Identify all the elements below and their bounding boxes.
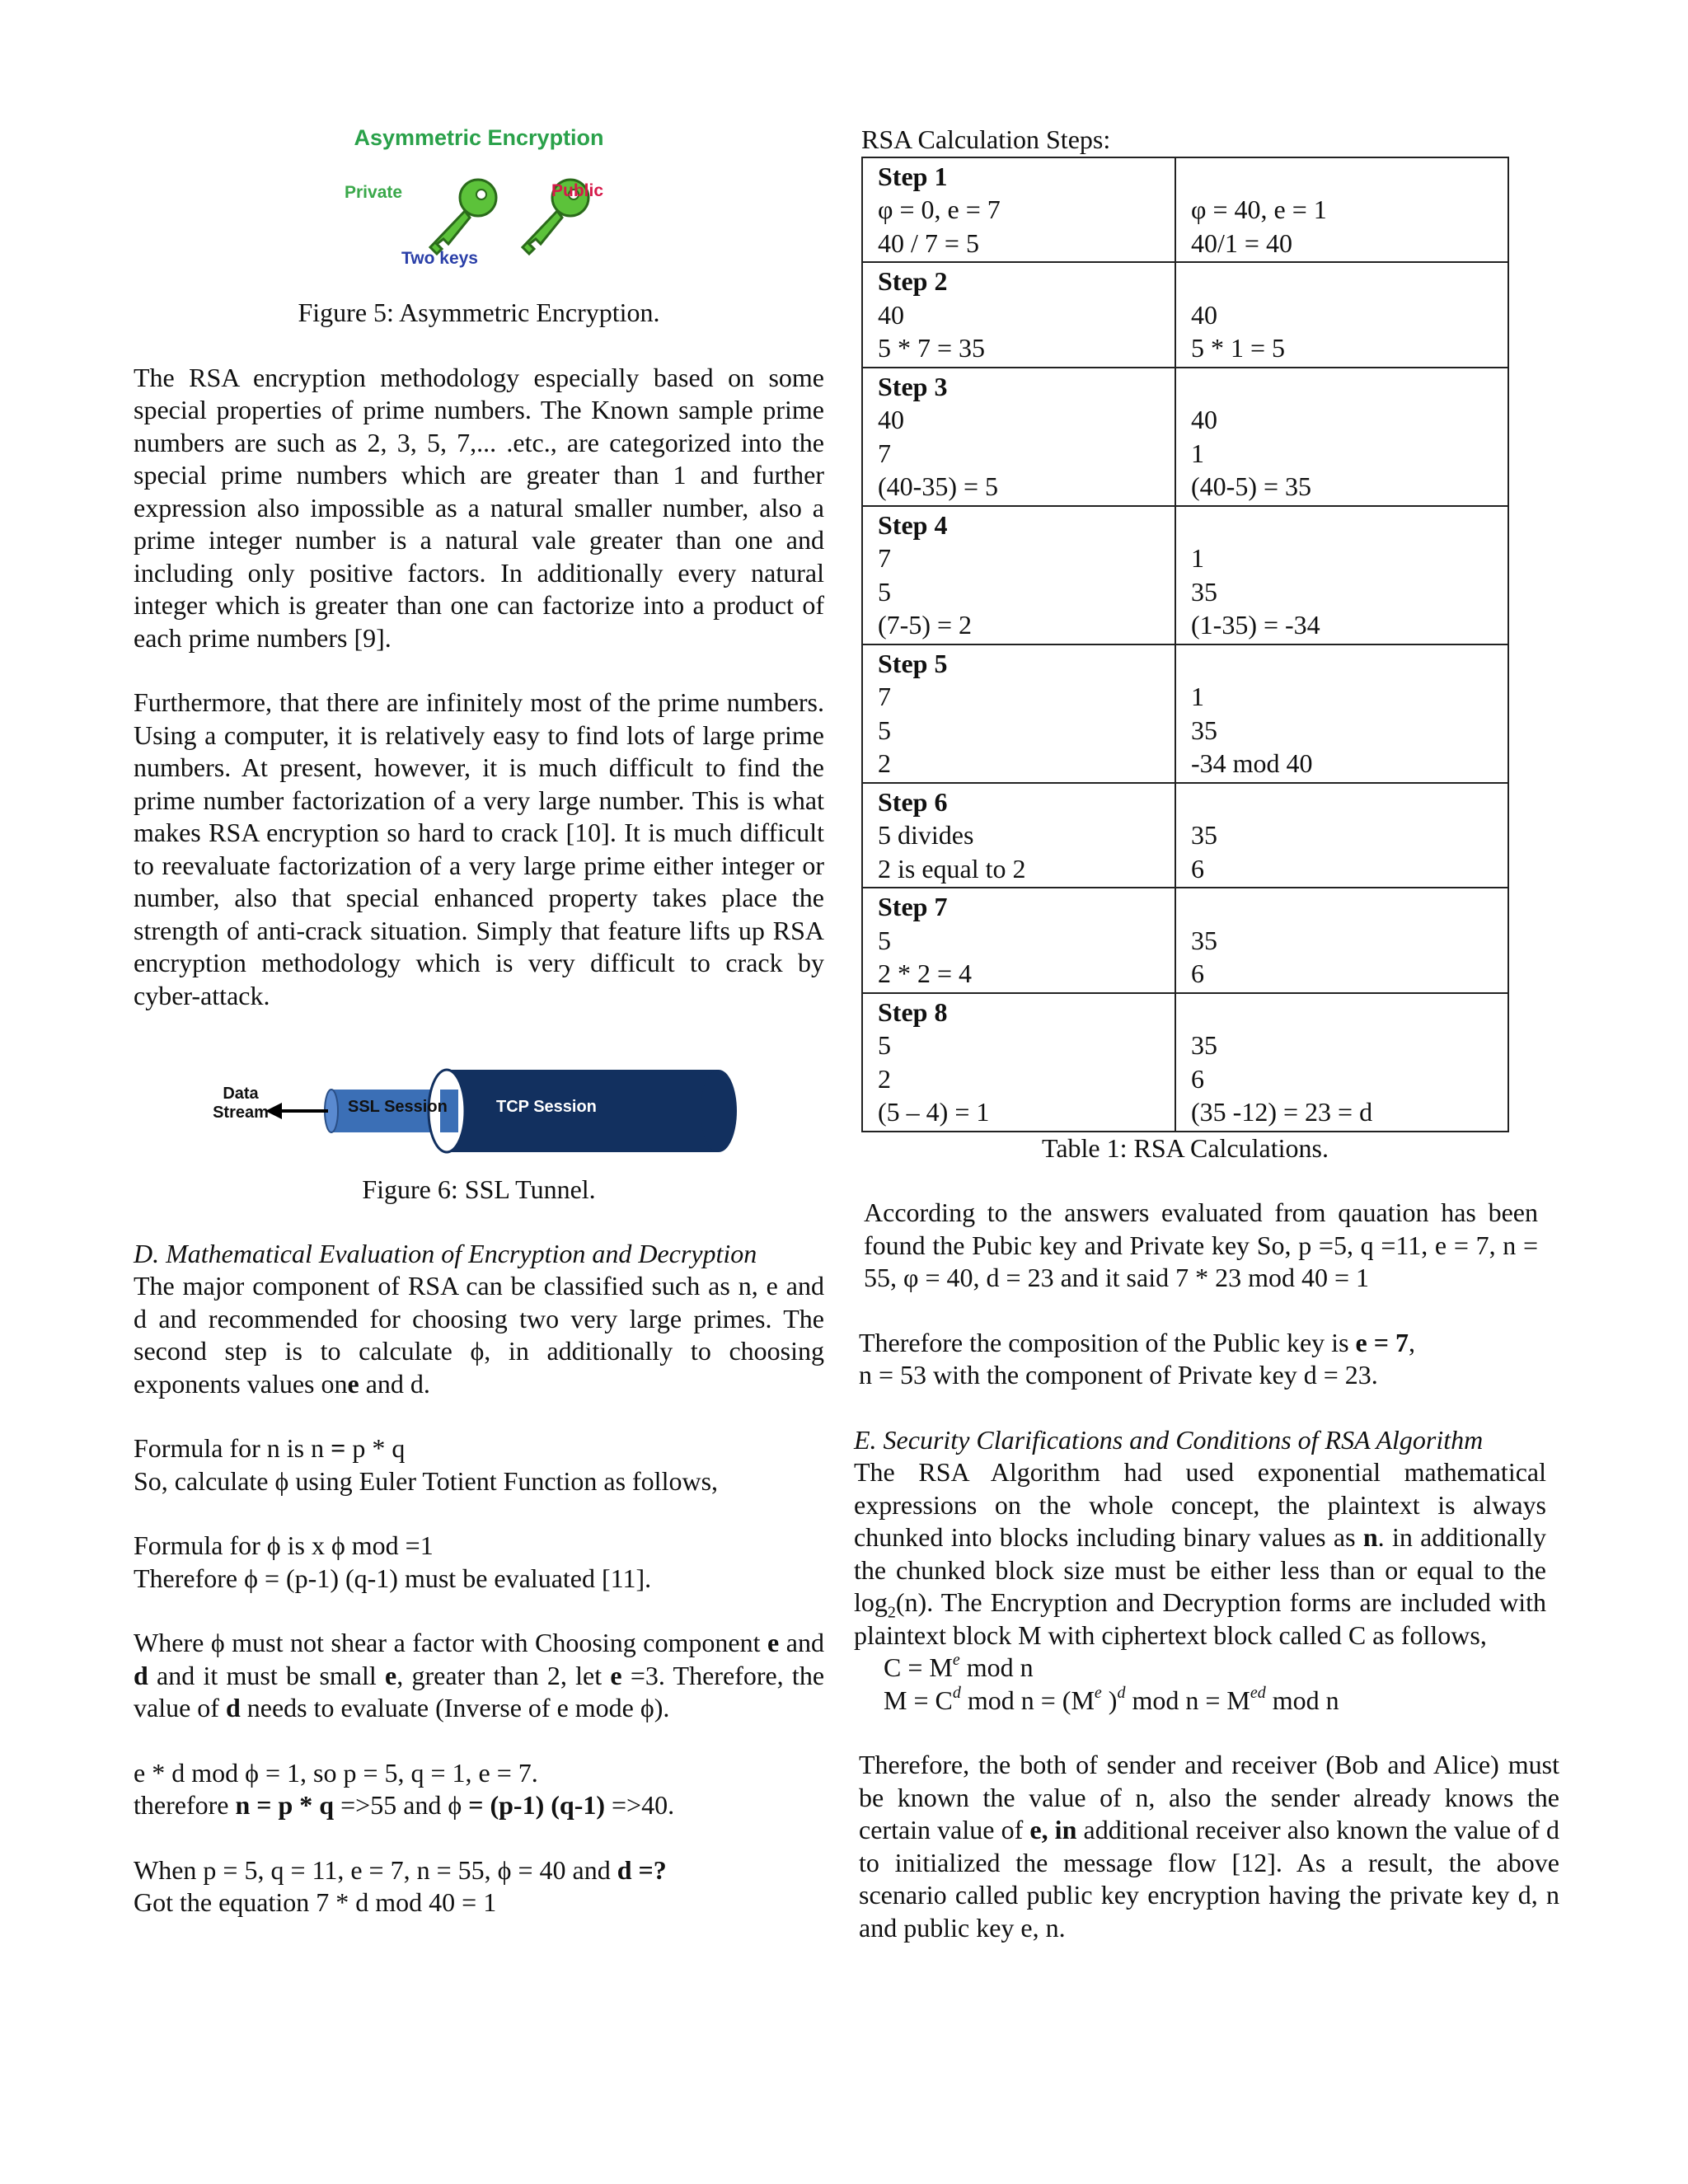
equation-1: e * d mod ϕ = 1, so p = 5, q = 1, e = 7. xyxy=(134,1757,538,1788)
table-cell-left xyxy=(862,993,1175,1132)
table-cell-line: 6 xyxy=(1191,1063,1204,1094)
figure-5-caption: Figure 5: Asymmetric Encryption. xyxy=(298,298,660,327)
formula-n: Formula for n is n = p * q xyxy=(134,1433,406,1463)
when-line: When p = 5, q = 11, e = 7, n = 55, ϕ = 40 and d =? xyxy=(134,1854,667,1885)
table-caption: Table 1: RSA Calculations. xyxy=(1042,1132,1329,1163)
paragraph-answers: According to the answers evaluated from qauation has been found the Pubic key and Private key So, p =5, q =11, e = 7, n = 55, φ = 40, d = 23 and it said 7 * 23 mod 40 = 1 xyxy=(864,1197,1538,1292)
table-cell-line: (5 – 4) = 1 xyxy=(878,1097,990,1127)
figure-5 xyxy=(134,124,824,272)
paragraph-where-phi: Where ϕ must not shear a factor with Choosing component e and d and it must be small e, greater than 2, let e =3. Therefore, the value of d needs to evaluate (Inverse of e mode ϕ). xyxy=(134,1628,825,1722)
table-cell-line: (40-35) = 5 xyxy=(878,471,999,501)
table-cell-line: φ = 0, e = 7 xyxy=(878,194,1001,224)
table-cell-line: 5 xyxy=(878,1030,891,1060)
table-cell-left xyxy=(862,888,1175,993)
table-cell-line xyxy=(1191,509,1493,542)
rsa-calculation-table xyxy=(861,157,1509,1132)
table-cell-right xyxy=(1175,157,1508,263)
table-cell-line: 2 is equal to 2 xyxy=(878,853,1026,883)
table-cell-line xyxy=(1191,647,1493,681)
table-cell-line: 5 divides xyxy=(878,820,974,850)
table-cell-line: 40 xyxy=(1191,299,1217,330)
left-column xyxy=(134,124,824,1919)
table-cell-line xyxy=(1191,160,1493,194)
table-cell-line: 35 xyxy=(1191,715,1217,745)
table-cell-right xyxy=(1175,506,1508,644)
got-equation: Got the equation 7 * d mod 40 = 1 xyxy=(134,1887,497,1917)
table-cell-line xyxy=(1191,890,1493,924)
public-label: Public xyxy=(551,181,604,200)
table-cell-line: 5 * 1 = 5 xyxy=(1191,333,1286,363)
composition-line: Therefore the composition of the Public key is e = 7, xyxy=(859,1327,1415,1357)
table-cell-line: 2 xyxy=(878,1063,891,1094)
step-label: Step 2 xyxy=(878,266,948,296)
right-column xyxy=(854,124,1563,1944)
table-row xyxy=(862,157,1508,263)
figure-5-title: Asymmetric Encryption xyxy=(354,125,604,150)
therefore-phi: Therefore ϕ = (p-1) (q-1) must be evaluated [11]. xyxy=(134,1563,652,1593)
table-cell-right xyxy=(1175,993,1508,1132)
table-cell-line: 40 xyxy=(878,405,904,434)
step-label: Step 7 xyxy=(878,892,948,921)
table-cell-line: 5 xyxy=(878,715,891,745)
table-cell-line: (35 -12) = 23 = d xyxy=(1191,1097,1373,1127)
ssl-session-label: SSL Session xyxy=(348,1098,448,1116)
section-d-heading: D. Mathematical Evaluation of Encryption and Decryption xyxy=(134,1238,757,1268)
table-cell-line: (1-35) = -34 xyxy=(1191,610,1320,640)
table-cell-line xyxy=(1191,265,1493,298)
paragraph-security: The RSA Algorithm had used exponential mathematical expressions on the whole concept, the plaintext is always chunked into blocks including binary values as n. in additionally the chunked block size must be either less than or equal to the $\log_2(n)$. The Encryption and Decryption forms are included with plaintext block M with ciphertext block called C as follows, xyxy=(854,1457,1547,1650)
euler-line: So, calculate ϕ using Euler Totient Function as follows, xyxy=(134,1465,719,1496)
table-cell-line: 1 xyxy=(1191,682,1204,711)
table-cell-line: 35 xyxy=(1191,925,1217,955)
figure-6 xyxy=(134,1062,824,1160)
paragraph-factorization: Furthermore, that there are infinitely most of the prime numbers. Using a computer, it is relatively easy to find lots of large prime numbers. At present, however, it is much difficult to find the prime number factorization of a very large number. This is what makes RSA encryption so hard to crack [10]. It is much difficult to reevaluate factorization of a very large prime either integer or number, also that special enhanced property takes place the strength of anti-crack situation. Simply that feature lifts up RSA encryption methodology which is very difficult to crack by cyber-attack. xyxy=(134,687,824,1010)
table-cell-line: 5 xyxy=(878,576,891,607)
tcp-session-label: TCP Session xyxy=(496,1098,597,1116)
table-cell-left xyxy=(862,644,1175,783)
table-cell-line: 6 xyxy=(1191,853,1204,883)
table-cell-line: 1 xyxy=(1191,543,1204,573)
step-label: Step 1 xyxy=(878,161,948,191)
table-cell-line xyxy=(1191,785,1493,819)
step-label: Step 4 xyxy=(878,509,948,540)
table-row xyxy=(862,993,1508,1132)
table-cell-line: (40-5) = 35 xyxy=(1191,471,1312,501)
table-cell-left xyxy=(862,368,1175,506)
table-row xyxy=(862,644,1508,783)
formula-c: $C = M^e$ mod n xyxy=(884,1651,1034,1682)
table-cell-right xyxy=(1175,262,1508,368)
table-cell-line: 35 xyxy=(1191,576,1217,607)
private-label: Private xyxy=(345,183,403,202)
composition-private-line: n = 53 with the component of Private key d = 23. xyxy=(859,1360,1378,1390)
table-cell-line: 7 xyxy=(878,438,891,468)
two-keys-label: Two keys xyxy=(401,249,478,268)
table-cell-left xyxy=(862,262,1175,368)
table-cell-line: 2 xyxy=(878,748,891,778)
table-cell-line: φ = 40, e = 1 xyxy=(1191,194,1327,224)
table-cell-line: 35 xyxy=(1191,1030,1217,1060)
table-cell-line: 6 xyxy=(1191,958,1204,988)
formula-phi: Formula for ϕ is x ϕ mod =1 xyxy=(134,1530,434,1560)
table-cell-line: 5 xyxy=(878,925,891,955)
table-cell-right xyxy=(1175,888,1508,993)
table-cell-right xyxy=(1175,644,1508,783)
table-cell-line: 2 * 2 = 4 xyxy=(878,958,973,988)
table-cell-line: 5 * 7 = 35 xyxy=(878,333,986,363)
table-row xyxy=(862,783,1508,888)
paragraph-prime-numbers: The RSA encryption methodology especially based on some special properties of prime numbers. The Known sample prime numbers are such as 2, 3, 5, 7,... .etc., are categorized into the special prime numbers which are greater than 1 and further expression also impossible as a natural smaller number, also a prime integer number is a natural vale greater than one and including only positive factors. In additionally every natural integer which is greater than one can factorize into a product of each prime numbers [9]. xyxy=(134,362,824,653)
table-row xyxy=(862,368,1508,506)
data-stream-label: Data Stream xyxy=(213,1085,269,1122)
table-cell-line: 7 xyxy=(878,543,891,573)
step-label: Step 5 xyxy=(878,648,948,678)
table-cell-right xyxy=(1175,783,1508,888)
table-title: RSA Calculation Steps: xyxy=(861,124,1111,154)
section-e-heading: E. Security Clarifications and Conditions of RSA Algorithm xyxy=(854,1424,1484,1455)
table-cell-line: 1 xyxy=(1191,438,1204,468)
table-cell-line: 40 xyxy=(1191,405,1217,434)
formula-m: $M = C^d$ mod $n = (M^e$ )$^d$ mod $n = M^{ed}$ mod n xyxy=(884,1683,1339,1715)
table-cell-line: (7-5) = 2 xyxy=(878,610,973,640)
table-cell-line: 7 xyxy=(878,682,891,711)
table-cell-right xyxy=(1175,368,1508,506)
paragraph-conclusion: Therefore, the both of sender and receiver (Bob and Alice) must be known the value of n, also the sender already knows the certain value of e, in additional receiver also known the value of d to initialized the message flow [12]. As a result, the above scenario called public key encryption having the private key d, n and public key e, n. xyxy=(859,1750,1560,1943)
table-cell-line: 40 / 7 = 5 xyxy=(878,227,979,258)
table-cell-left xyxy=(862,506,1175,644)
figure-6-caption: Figure 6: SSL Tunnel. xyxy=(362,1174,596,1204)
table-cell-line: -34 mod 40 xyxy=(1191,748,1313,778)
table-cell-left xyxy=(862,157,1175,263)
table-row xyxy=(862,888,1508,993)
table-cell-line xyxy=(1191,996,1493,1029)
paragraph-rsa-components: The major component of RSA can be classified such as n, e and d and recommended for choosing two very large primes. The second step is to calculate ϕ, in additionally to choosing exponents values one and d. xyxy=(134,1271,824,1399)
table-row xyxy=(862,506,1508,644)
table-row xyxy=(862,262,1508,368)
step-label: Step 8 xyxy=(878,996,948,1027)
equation-2: therefore n = p * q =>55 and ϕ = (p-1) (q-1) =>40. xyxy=(134,1790,675,1820)
step-label: Step 3 xyxy=(878,371,948,401)
step-label: Step 6 xyxy=(878,786,948,817)
table-cell-line: 40 xyxy=(878,299,904,330)
table-cell-line: 35 xyxy=(1191,820,1217,850)
table-cell-left xyxy=(862,783,1175,888)
table-cell-line xyxy=(1191,370,1493,404)
table-cell-line: 40/1 = 40 xyxy=(1191,227,1292,258)
